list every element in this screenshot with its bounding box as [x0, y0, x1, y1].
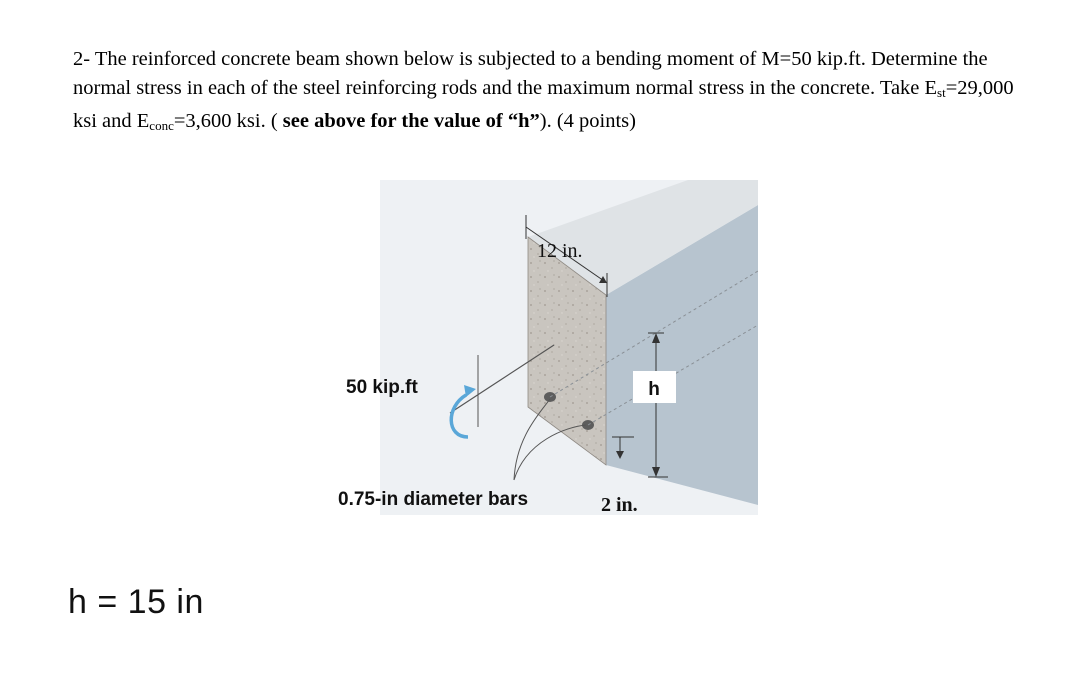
problem-bold-note: see above for the value of “h” — [282, 110, 540, 132]
width-label: 12 in. — [537, 240, 583, 262]
subscript-st: st — [937, 85, 946, 100]
height-label: h — [648, 379, 660, 400]
problem-text-2: =29,000 ksi and E — [73, 77, 1014, 132]
beam-illustration — [318, 175, 768, 525]
bars-label: 0.75-in diameter bars — [338, 489, 529, 510]
problem-text-1: 2- The reinforced concrete beam shown below is subjected to a bending moment of M=50 kip.ft. Determine the normal stress in each of the steel reinforcing rods and the maximum normal stress in the concrete. Take E — [73, 48, 988, 99]
moment-label: 50 kip.ft — [346, 377, 418, 398]
problem-text-4: ). (4 points) — [539, 110, 636, 132]
given-h-value: h = 15 in — [68, 583, 204, 621]
cover-label: 2 in. — [601, 494, 638, 516]
beam-figure — [318, 175, 768, 525]
problem-statement — [73, 45, 1023, 140]
subscript-conc: conc — [149, 118, 174, 133]
problem-text-3: =3,600 ksi. ( — [173, 110, 283, 132]
